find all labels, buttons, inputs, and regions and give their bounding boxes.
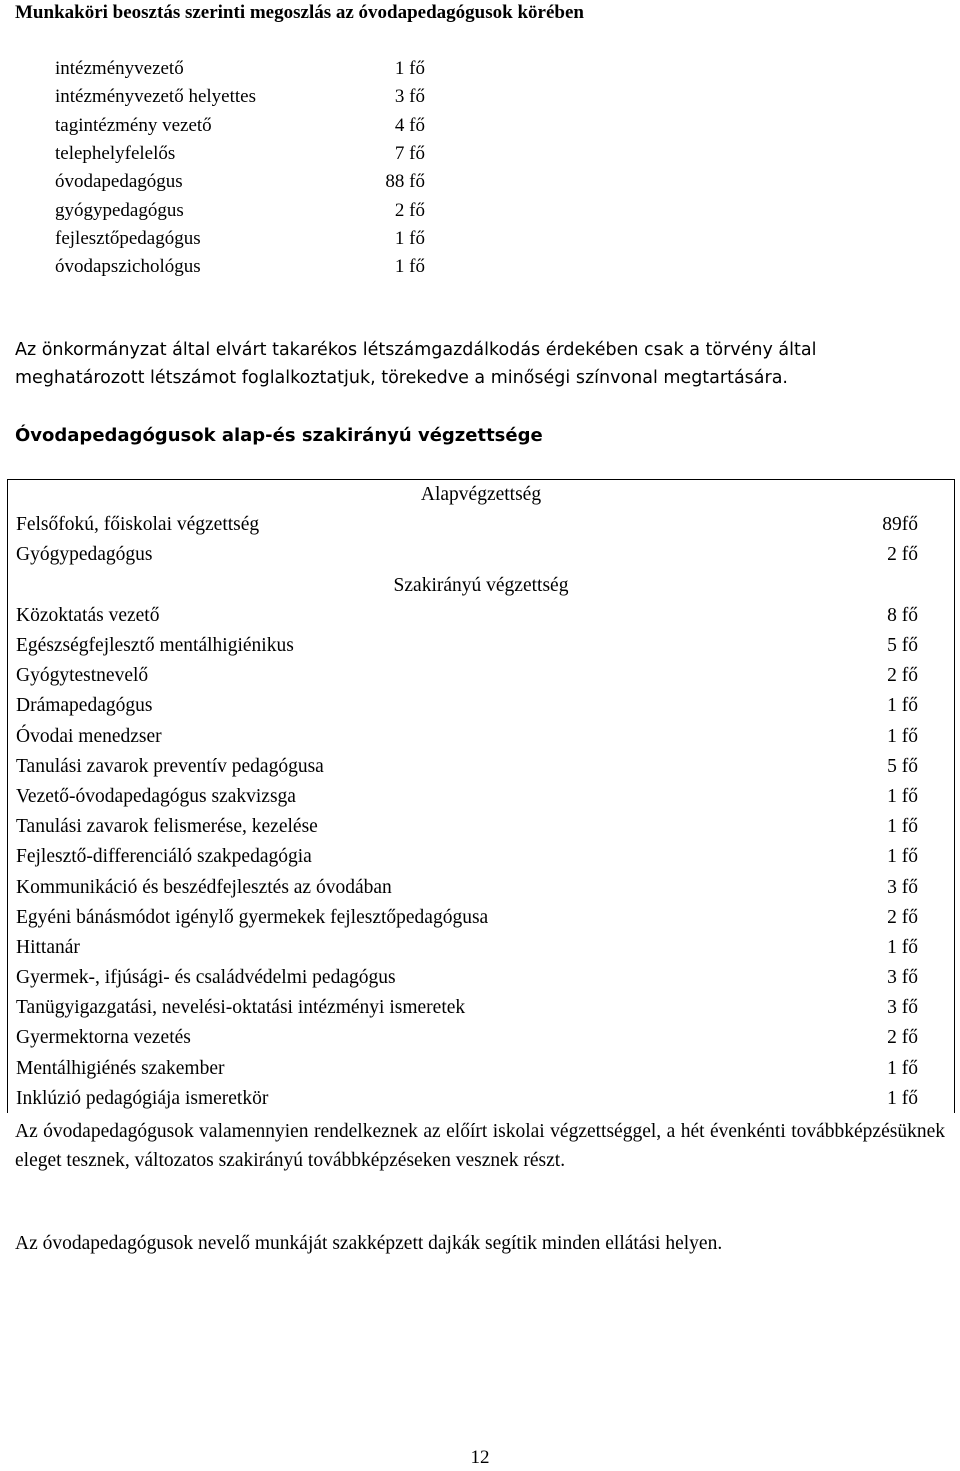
staff-count: 4 fő [394, 114, 425, 136]
qualification-count: 1 fő [887, 1057, 918, 1079]
qualification-label: Tanulási zavarok felismerése, kezelése [16, 816, 318, 838]
staff-position-list [55, 55, 435, 281]
qualification-count: 3 fő [887, 997, 918, 1019]
staff-row [55, 253, 435, 281]
table-row [8, 1084, 954, 1114]
staffing-policy-paragraph [15, 336, 945, 392]
qualification-label: Felsőfokú, főiskolai végzettség [16, 514, 260, 536]
staff-count: 2 fő [394, 199, 425, 221]
qualification-label: Gyermektorna vezetés [16, 1027, 191, 1049]
qualification-label: Fejlesztő-differenciáló szakpedagógia [16, 846, 312, 868]
table-row [8, 782, 954, 812]
qualification-label: Hittanár [16, 936, 80, 958]
staff-role: intézményvezető helyettes [55, 86, 256, 108]
qualification-summary-paragraph: Az óvodapedagógusok valamennyien rendelkeznek az előírt iskolai végzettséggel, a hét évenkénti továbbképzésüknek eleget tesznek, változatos szakirányú továbbképzéseken vesznek részt. [15, 1121, 945, 1171]
qualification-count: 1 fő [887, 1087, 918, 1109]
staff-row [55, 225, 435, 253]
qualification-table [7, 479, 955, 1113]
table-section-header-special [8, 571, 954, 601]
table-row [8, 903, 954, 933]
qualification-count: 1 fő [887, 725, 918, 747]
qualification-label: Egyéni bánásmódot igénylő gyermekek fejlesztőpedagógusa [16, 906, 489, 928]
qualification-label: Drámapedagógus [16, 695, 153, 717]
table-row [8, 631, 954, 661]
table-row [8, 540, 954, 570]
table-row [8, 812, 954, 842]
staff-role: telephelyfelelős [55, 143, 176, 165]
qualification-label: Gyógypedagógus [16, 544, 153, 566]
qualification-label: Mentálhigiénés szakember [16, 1057, 225, 1079]
qualification-count: 2 fő [887, 665, 918, 687]
qualification-label: Egészségfejlesztő mentálhigiénikus [16, 635, 294, 657]
assistant-staff-paragraph: Az óvodapedagógusok nevelő munkáját szakképzett dajkák segítik minden ellátási helyen. [15, 1233, 723, 1254]
qualification-label: Gyógytestnevelő [16, 665, 149, 687]
paragraph-line: Az önkormányzat által elvárt takarékos létszámgazdálkodás érdekében csak a törvény által [15, 340, 817, 360]
qualification-label: Gyermek-, ifjúsági- és családvédelmi pedagógus [16, 967, 396, 989]
table-section-header-basic [8, 480, 954, 510]
qualification-count: 1 fő [887, 695, 918, 717]
basic-header-label: Alapvégzettség [420, 484, 542, 506]
staff-row [55, 55, 435, 83]
staff-role: óvodapedagógus [55, 171, 183, 193]
qualification-count: 1 fő [887, 846, 918, 868]
qualification-count: 3 fő [887, 876, 918, 898]
table-row [8, 842, 954, 872]
staff-count: 3 fő [394, 86, 425, 108]
staff-role: óvodapszichológus [55, 256, 201, 278]
qualification-label: Tanulási zavarok preventív pedagógusa [16, 755, 324, 777]
qualification-label: Tanügyigazgatási, nevelési-oktatási intézményi ismeretek [16, 997, 466, 1019]
qualification-label: Kommunikáció és beszédfejlesztés az óvodában [16, 876, 392, 898]
qualification-count: 2 fő [887, 906, 918, 928]
table-row [8, 722, 954, 752]
qualification-count: 8 fő [887, 604, 918, 626]
qualification-count: 5 fő [887, 635, 918, 657]
staff-row [55, 196, 435, 224]
staff-role: gyógypedagógus [55, 199, 184, 221]
qualification-count: 89fő [882, 514, 918, 536]
table-row [8, 601, 954, 631]
table-row [8, 510, 954, 540]
table-row [8, 1023, 954, 1053]
page-number: 12 [470, 1447, 490, 1468]
table-row [8, 963, 954, 993]
section-heading-staff-distribution: Munkaköri beosztás szerinti megoszlás az óvodapedagógusok körében [15, 2, 584, 23]
table-row [8, 933, 954, 963]
staff-role: tagintézmény vezető [55, 114, 212, 136]
staff-role: intézményvezető [55, 58, 184, 80]
staff-count: 7 fő [394, 143, 425, 165]
staff-row [55, 112, 435, 140]
qualification-count: 1 fő [887, 816, 918, 838]
staff-count: 1 fő [394, 256, 425, 278]
qualification-count: 1 fő [887, 936, 918, 958]
staff-role: fejlesztőpedagógus [55, 227, 201, 249]
paragraph-line: meghatározott létszámot foglalkoztatjuk, törekedve a minőségi színvonal megtartására. [15, 368, 788, 388]
table-row [8, 752, 954, 782]
section-heading-qualifications: Óvodapedagógusok alap-és szakirányú végzettsége [15, 425, 543, 446]
qualification-label: Vezető-óvodapedagógus szakvizsga [16, 785, 296, 807]
qualification-count: 5 fő [887, 755, 918, 777]
qualification-label: Közoktatás vezető [16, 604, 160, 626]
staff-count: 88 fő [385, 171, 425, 193]
special-header-label: Szakirányú végzettség [393, 574, 569, 596]
qualification-count: 2 fő [887, 1027, 918, 1049]
staff-row [55, 168, 435, 196]
table-row [8, 691, 954, 721]
staff-count: 1 fő [394, 58, 425, 80]
qualification-label: Óvodai menedzser [16, 725, 162, 747]
staff-row [55, 140, 435, 168]
table-row [8, 872, 954, 902]
qualification-count: 3 fő [887, 967, 918, 989]
staff-row [55, 83, 435, 111]
table-row [8, 1054, 954, 1084]
qualification-count: 1 fő [887, 785, 918, 807]
table-row [8, 661, 954, 691]
qualification-count: 2 fő [887, 544, 918, 566]
qualification-label: Inklúzió pedagógiája ismeretkör [16, 1087, 269, 1109]
table-row [8, 993, 954, 1023]
staff-count: 1 fő [394, 227, 425, 249]
